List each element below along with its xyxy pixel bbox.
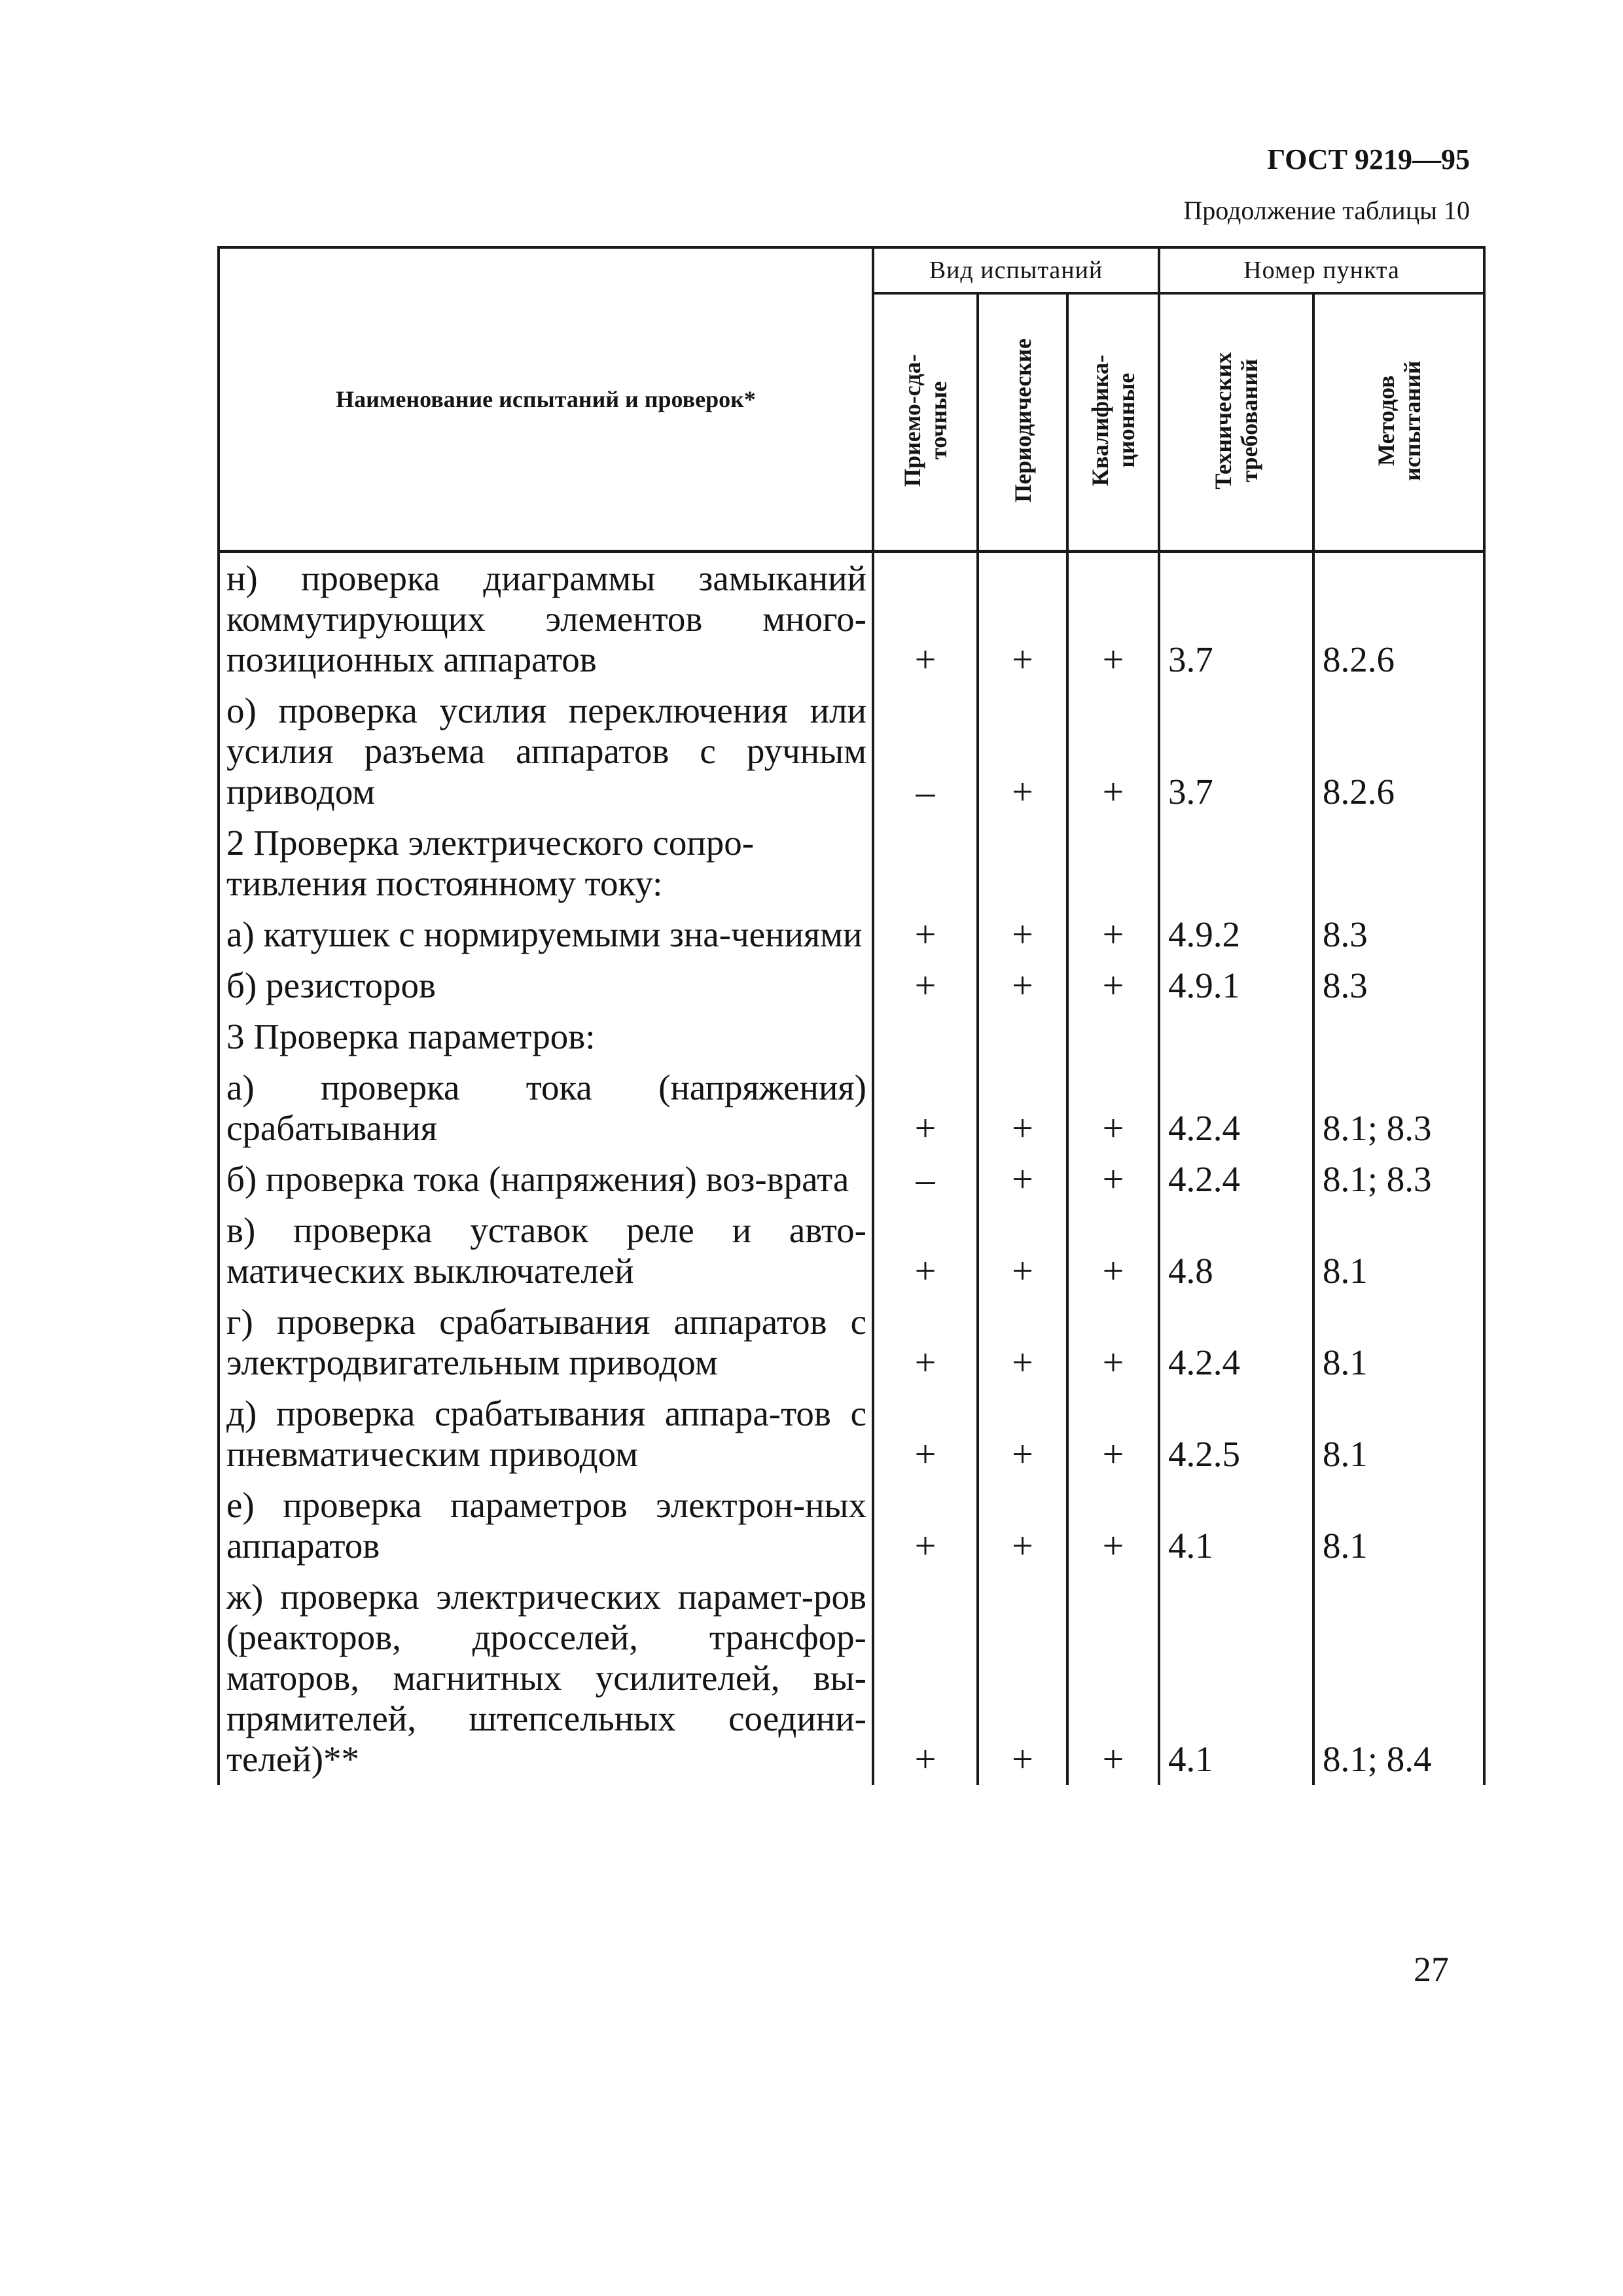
periodic-cell: +: [978, 552, 1067, 686]
table-row: [219, 685, 1484, 817]
test-name-cell: а) катушек с нормируемыми зна-чениями: [219, 909, 873, 960]
tests-table-container: [217, 246, 1483, 1785]
tech-requirement-clause-cell: [1159, 817, 1313, 909]
qualification-cell: +: [1067, 1062, 1159, 1154]
column-header-qualification: [1067, 293, 1159, 552]
table-row: [219, 1062, 1484, 1154]
table-row: [219, 1205, 1484, 1297]
test-method-clause-cell: 8.3: [1313, 960, 1484, 1011]
acceptance-cell: –: [873, 685, 978, 817]
tech-requirement-clause-cell: 4.2.4: [1159, 1062, 1313, 1154]
table-row: [219, 1480, 1484, 1571]
periodic-cell: [978, 1011, 1067, 1062]
acceptance-cell: [873, 1011, 978, 1062]
column-header-tech-requirements-label: Технических требований: [1210, 351, 1262, 490]
test-name-cell: а) проверка тока (напряжения) срабатывания: [219, 1062, 873, 1154]
table-section-row: [219, 817, 1484, 909]
column-group-clause-number: Номер пункта: [1159, 247, 1484, 293]
tech-requirement-clause-cell: 4.1: [1159, 1480, 1313, 1571]
table-row: [219, 552, 1484, 686]
table-row: [219, 1388, 1484, 1480]
tech-requirement-clause-cell: 4.8: [1159, 1205, 1313, 1297]
qualification-cell: +: [1067, 1205, 1159, 1297]
table-row: [219, 1154, 1484, 1205]
test-method-clause-cell: [1313, 817, 1484, 909]
qualification-cell: [1067, 817, 1159, 909]
test-name-cell: о) проверка усилия переключения или усилия разъема аппаратов с ручным приводом: [219, 685, 873, 817]
tech-requirement-clause-cell: 4.2.5: [1159, 1388, 1313, 1480]
test-name-cell: г) проверка срабатывания аппаратов с электродвигательным приводом: [219, 1297, 873, 1388]
periodic-cell: +: [978, 909, 1067, 960]
acceptance-cell: +: [873, 552, 978, 686]
tech-requirement-clause-cell: 3.7: [1159, 552, 1313, 686]
test-name-cell: в) проверка уставок реле и авто-матических выключателей: [219, 1205, 873, 1297]
test-method-clause-cell: 8.1: [1313, 1480, 1484, 1571]
tech-requirement-clause-cell: 4.1: [1159, 1571, 1313, 1785]
test-method-clause-cell: 8.2.6: [1313, 552, 1484, 686]
acceptance-cell: +: [873, 1388, 978, 1480]
qualification-cell: [1067, 1011, 1159, 1062]
qualification-cell: +: [1067, 1154, 1159, 1205]
test-method-clause-cell: 8.1; 8.3: [1313, 1062, 1484, 1154]
test-method-clause-cell: [1313, 1011, 1484, 1062]
table-section-row: [219, 1011, 1484, 1062]
tech-requirement-clause-cell: 3.7: [1159, 685, 1313, 817]
column-header-tech-requirements: [1159, 293, 1313, 552]
column-header-test-methods: [1313, 293, 1484, 552]
acceptance-cell: +: [873, 960, 978, 1011]
column-group-test-kind: Вид испытаний: [873, 247, 1159, 293]
page-number: 27: [1414, 1950, 1449, 1989]
acceptance-cell: +: [873, 1571, 978, 1785]
table-row: [219, 1297, 1484, 1388]
test-method-clause-cell: 8.1: [1313, 1297, 1484, 1388]
column-header-test-name: Наименование испытаний и проверок*: [219, 247, 873, 552]
tech-requirement-clause-cell: 4.9.1: [1159, 960, 1313, 1011]
qualification-cell: +: [1067, 1388, 1159, 1480]
periodic-cell: +: [978, 1205, 1067, 1297]
test-name-cell: 2 Проверка электрического сопро-тивления постоянному току:: [219, 817, 873, 909]
periodic-cell: +: [978, 960, 1067, 1011]
table-body: [219, 552, 1484, 1785]
table-header: [219, 247, 1484, 552]
table-row: [219, 960, 1484, 1011]
test-name-cell: б) резисторов: [219, 960, 873, 1011]
test-method-clause-cell: 8.1; 8.4: [1313, 1571, 1484, 1785]
column-header-acceptance: [873, 293, 978, 552]
table-row: [219, 1571, 1484, 1785]
tech-requirement-clause-cell: 4.2.4: [1159, 1154, 1313, 1205]
column-header-periodic-label: Периодические: [1009, 338, 1036, 503]
acceptance-cell: +: [873, 1062, 978, 1154]
periodic-cell: +: [978, 1154, 1067, 1205]
test-method-clause-cell: 8.3: [1313, 909, 1484, 960]
test-name-cell: д) проверка срабатывания аппара-тов с пневматическим приводом: [219, 1388, 873, 1480]
qualification-cell: +: [1067, 909, 1159, 960]
column-header-test-methods-label: Методов испытаний: [1372, 360, 1425, 481]
acceptance-cell: +: [873, 1205, 978, 1297]
qualification-cell: +: [1067, 960, 1159, 1011]
test-name-cell: н) проверка диаграммы замыканий коммутирующих элементов много-позиционных аппаратов: [219, 552, 873, 686]
test-method-clause-cell: 8.1: [1313, 1205, 1484, 1297]
test-method-clause-cell: 8.1; 8.3: [1313, 1154, 1484, 1205]
periodic-cell: +: [978, 1297, 1067, 1388]
qualification-cell: +: [1067, 1571, 1159, 1785]
test-method-clause-cell: 8.2.6: [1313, 685, 1484, 817]
periodic-cell: +: [978, 1571, 1067, 1785]
acceptance-cell: +: [873, 909, 978, 960]
qualification-cell: +: [1067, 685, 1159, 817]
column-header-acceptance-label: Приемо-сда- точные: [899, 354, 952, 487]
periodic-cell: +: [978, 1062, 1067, 1154]
table-row: [219, 909, 1484, 960]
periodic-cell: +: [978, 1388, 1067, 1480]
periodic-cell: +: [978, 685, 1067, 817]
tech-requirement-clause-cell: [1159, 1011, 1313, 1062]
qualification-cell: +: [1067, 1297, 1159, 1388]
test-name-cell: ж) проверка электрических парамет-ров (реакторов, дросселей, трансфор-маторов, магнитных усилителей, вы-прямителей, штепсельных соедини-телей)**: [219, 1571, 873, 1785]
test-method-clause-cell: 8.1: [1313, 1388, 1484, 1480]
acceptance-cell: +: [873, 1480, 978, 1571]
column-header-qualification-label: Квалифика- ционные: [1087, 355, 1139, 486]
qualification-cell: +: [1067, 1480, 1159, 1571]
tests-table: [217, 246, 1486, 1785]
table-continuation-caption: Продолжение таблицы 10: [1183, 196, 1470, 225]
acceptance-cell: –: [873, 1154, 978, 1205]
column-header-periodic: [978, 293, 1067, 552]
tech-requirement-clause-cell: 4.9.2: [1159, 909, 1313, 960]
test-name-cell: 3 Проверка параметров:: [219, 1011, 873, 1062]
test-name-cell: е) проверка параметров электрон-ных аппаратов: [219, 1480, 873, 1571]
qualification-cell: +: [1067, 552, 1159, 686]
periodic-cell: +: [978, 1480, 1067, 1571]
periodic-cell: [978, 817, 1067, 909]
doc-code: ГОСТ 9219—95: [1267, 143, 1470, 175]
test-name-cell: б) проверка тока (напряжения) воз-врата: [219, 1154, 873, 1205]
acceptance-cell: [873, 817, 978, 909]
tech-requirement-clause-cell: 4.2.4: [1159, 1297, 1313, 1388]
acceptance-cell: +: [873, 1297, 978, 1388]
